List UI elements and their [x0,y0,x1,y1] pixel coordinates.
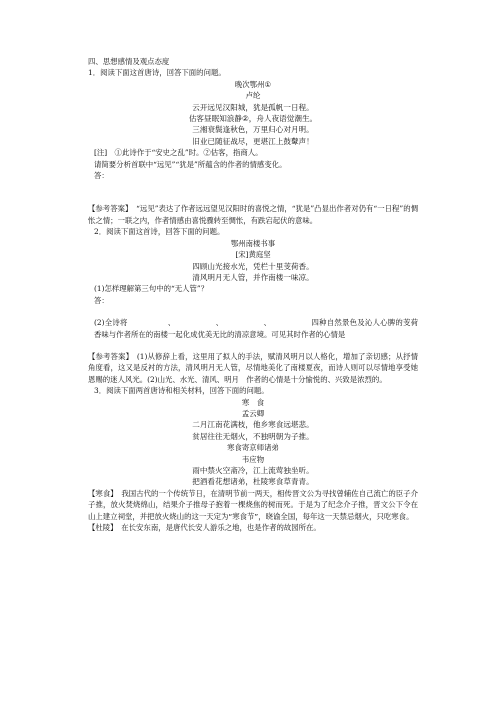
poem-1-line: 估客昼眠知浪静②，舟人夜语觉潮生。 [188,114,318,124]
poem-2-line: 四顾山光接水光，凭栏十里芰荷香。 [192,261,314,271]
reference-answer-2: 【参考答案】 (1)从修辞上看，这里用了拟人的手法，赋清风明月以人格化，增加了亲切感；从抒情角度看，这又是反衬的方法，清风明月无人管，尽情地美化了南楼夏夜，而诗人则可以尽情地享受她恩赐的迷人风光。(2)山光、水光、清风、明月 作者的心情是十分愉悦的、兴致是浓烈的。 [88,351,418,384]
poem-4-line: 雨中禁火空斋冷，江上流莺独坐听。 [192,466,314,475]
poem-1-line: 云开远见汉阳城，犹是孤帆一日程。 [192,102,314,112]
poem-3-author: 孟云卿 [241,408,265,418]
note-hanshi: 【寒食】 我国古代的一个传统节日，在清明节前一两天，相传晋文公为寻找曾辅佐自己流亡的臣子介子推，放火焚烧绵山，结果介子推母子抱着一棵烧焦的树而死。于是为了纪念介子推，晋文公下令在山上建立祠堂，并把放火烧山的这一天定为“寒食节”，晓谕全国，每年这一天禁忌烟火，只吃寒食。 [88,488,418,521]
poem-1-line: 旧业已随征战尽，更堪江上鼓鼙声！ [192,136,314,146]
poem-4-line: 把酒看花想诸弟，杜陵寒食草青青。 [192,477,314,487]
question-2-stem: 2．阅读下面这首诗，回答下面的问题。 [94,227,225,237]
poem-3-line: 二月江南花满枝，他乡寒食远堪悲。 [192,420,314,430]
question-1-stem: 1．阅读下面这首唐诗，回答下面的问题。 [88,68,226,78]
poem-1-note: [注] ①此诗作于“安史之乱”时。②估客，指商人。 [94,148,263,158]
sub-2-sep: 、 [167,318,176,328]
sub-2-sep: 、 [215,318,224,328]
poem-2-author: [宋]黄庭坚 [235,250,271,260]
note-duling: 【杜陵】 在长安东南，是唐代长安人游乐之地，也是作者的故园所在。 [88,523,321,533]
poem-3-title: 寒 食 [241,397,265,407]
answer-label: 答： [94,295,109,305]
question-1-prompt: 请简要分析首联中“远见”“犹是”所蕴含的作者的情感变化。 [94,159,287,169]
poem-1-author: 卢纶 [245,91,261,101]
reference-answer-1: 【参考答案】 “远见”表达了作者远远望见汉阳时的喜悦之情，“犹是”凸显出作者对仍有“一日程”的惆怅之情；一联之内，作者情感由喜悦骤转至惆怅，有跌宕起伏的意味。 [88,204,418,225]
question-2-sub-1: (1)怎样理解第三句中的“无人管”？ [94,284,209,294]
poem-1-line: 三湘衰鬓逢秋色，万里归心对月明。 [192,125,314,135]
document-page [88,56,418,533]
question-3-stem: 3．阅读下面两首唐诗和相关材料，回答下面的问题。 [94,386,269,396]
sub-2-sep: 、 [263,318,272,328]
answer-label: 答： [94,171,109,181]
sub-2-prefix: (2)全诗将 [94,318,128,328]
poem-4-title: 寒食寄京师诸弟 [227,443,279,453]
poem-2-line: 清风明月无人管，并作南楼一味凉。 [192,272,314,282]
poem-2-title: 鄂州南楼书事 [230,238,276,248]
question-2-sub-2 [88,317,418,340]
poem-1-title: 晚次鄂州① [234,79,272,89]
poem-3-line: 贫居往往无烟火，不独明朝为子推。 [192,431,314,441]
poem-4-author: 韦应物 [241,454,265,464]
section-heading: 四、思想感情及观点态度 [88,57,170,66]
sub-2-suffix: 四种自然景色及沁人心脾的芰荷香味与作者所在的南楼一起化成优美无比的清凉意境。可见其时作者的心情是 [94,318,418,339]
